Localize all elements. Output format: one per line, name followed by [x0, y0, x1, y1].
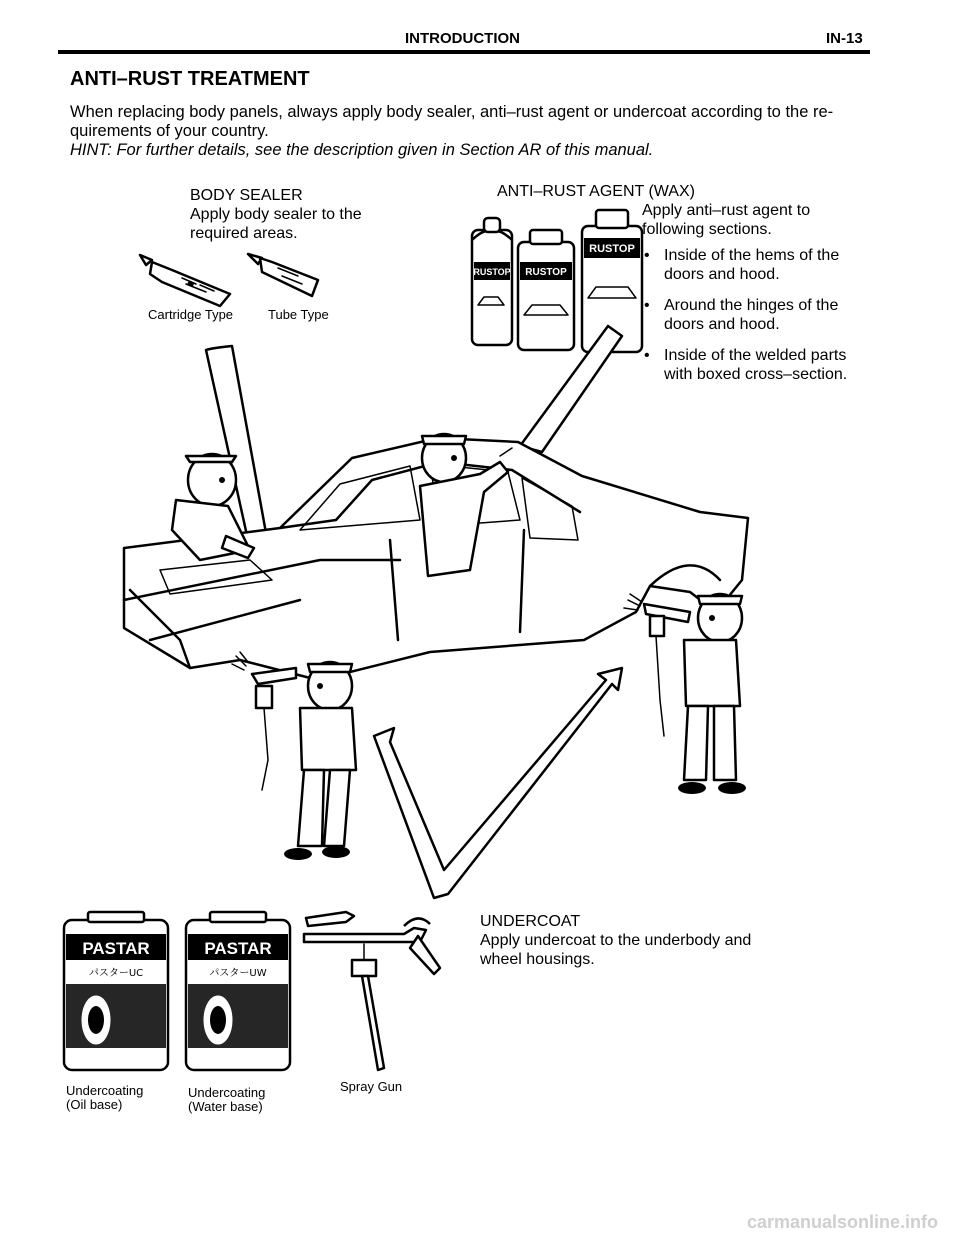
spray-gun-label: Spray Gun [340, 1079, 403, 1094]
svg-text:PASTAR: PASTAR [82, 939, 150, 958]
svg-text:RUSTOP: RUSTOP [589, 243, 635, 255]
page-number: IN-13 [826, 30, 863, 47]
svg-text:RUSTOP: RUSTOP [473, 267, 511, 277]
sealer-cartridge-icon [140, 255, 230, 306]
body-sealer-line1: Apply body sealer to the [190, 206, 362, 223]
bullet-icon: • [644, 247, 650, 264]
intro-text: When replacing body panels, always apply body sealer, anti–rust agent or undercoat according to the re- quirements of your country. [70, 103, 834, 140]
rustop-can-medium-icon [518, 230, 574, 350]
bullet-line: doors and hood. [664, 266, 780, 283]
cartridge-type-label: Cartridge Type [148, 307, 234, 322]
undercoat-line2: wheel housings. [480, 951, 595, 968]
spray-gun-icon [304, 912, 440, 1070]
water-base-line1: Undercoating [188, 1085, 266, 1100]
svg-text:RUSTOP: RUSTOP [525, 267, 567, 278]
undercoat-line1: Apply undercoat to the underbody and [480, 932, 752, 949]
rustop-spray-can-icon [472, 218, 512, 345]
bullet-icon: • [644, 297, 650, 314]
bullet-line: Inside of the welded parts [664, 347, 847, 364]
svg-text:PASTAR: PASTAR [204, 939, 272, 958]
footer-watermark: carmanualsonline.info [746, 1212, 938, 1232]
worker-right-spray-icon [624, 594, 746, 794]
bullet-icon: • [644, 347, 650, 364]
sealer-tube-icon [248, 254, 318, 296]
page-title: ANTI–RUST TREATMENT [70, 68, 310, 90]
undercoat-arrow-icon [374, 668, 622, 898]
section-title: INTRODUCTION [405, 30, 520, 47]
worker-left-spray-icon [232, 652, 356, 860]
oil-base-line1: Undercoating [66, 1083, 144, 1098]
anti-rust-heading: ANTI–RUST AGENT (WAX) [497, 183, 695, 200]
pastar-can-oil-icon [64, 912, 168, 1070]
bullet-line: doors and hood. [664, 316, 780, 333]
water-base-line2: (Water base) [188, 1099, 263, 1114]
svg-text:パスターUW: パスターUW [209, 968, 267, 979]
oil-base-line2: (Oil base) [66, 1097, 123, 1112]
bullet-line: Around the hinges of the [664, 297, 839, 314]
tube-type-label: Tube Type [268, 307, 329, 322]
body-sealer-heading: BODY SEALER [190, 187, 303, 204]
body-sealer-line2: required areas. [190, 225, 298, 242]
anti-rust-line2: following sections. [642, 221, 772, 238]
hint-text: HINT: For further details, see the description given in Section AR of this manual. [70, 141, 654, 159]
svg-text:パスターUC: パスターUC [88, 968, 144, 979]
pastar-can-water-icon [186, 912, 290, 1070]
anti-rust-line1: Apply anti–rust agent to [642, 202, 811, 219]
bullet-line: Inside of the hems of the [664, 247, 840, 264]
bullet-line: with boxed cross–section. [664, 366, 848, 383]
undercoat-heading: UNDERCOAT [480, 913, 581, 930]
